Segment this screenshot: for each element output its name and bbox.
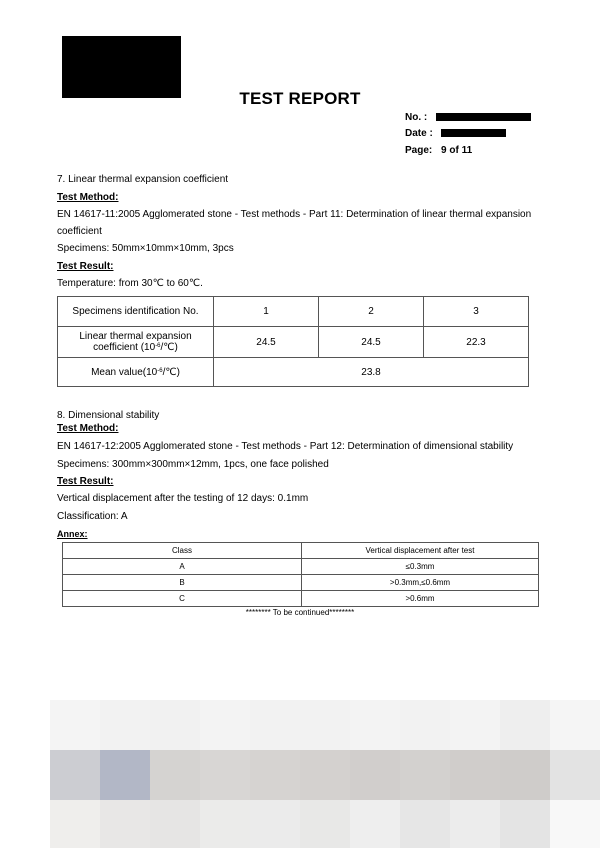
section8-method-line: EN 14617-12:2005 Agglomerated stone - Test methods - Part 12: Determination of dimensional stability (57, 441, 514, 452)
mosaic-cell (250, 700, 300, 750)
table-row (58, 327, 529, 358)
mosaic-cell (550, 750, 600, 800)
mosaic-cell (150, 800, 200, 848)
mean-value-cell: 23.8 (214, 358, 529, 387)
report-date (405, 128, 506, 139)
mosaic-cell (250, 750, 300, 800)
mosaic-cell (500, 750, 550, 800)
mosaic-cell (150, 700, 200, 750)
section7-heading: 7. Linear thermal expansion coefficient (57, 174, 229, 185)
report-date-label: Date : (405, 128, 433, 139)
table-cell: >0.3mm,≤0.6mm (302, 575, 539, 591)
mosaic-cell (50, 700, 100, 750)
page-value: 9 of 11 (441, 145, 473, 156)
redacted-number (436, 113, 531, 121)
table-row (63, 591, 539, 607)
pixelated-stamp-area (50, 700, 600, 848)
table-header-cell: 1 (214, 297, 319, 327)
page-title: TEST REPORT (239, 89, 361, 108)
table-cell: A (63, 559, 302, 575)
section7-method-line1: EN 14617-11:2005 Agglomerated stone - Test methods - Part 11: Determination of linear thermal expansion (57, 209, 532, 220)
table-cell: >0.6mm (302, 591, 539, 607)
table-header-cell: 3 (424, 297, 529, 327)
annex-label: Annex: (57, 529, 88, 539)
table-row (58, 358, 529, 387)
mosaic-cell (350, 800, 400, 848)
mosaic-cell (100, 800, 150, 848)
mosaic-cell (50, 800, 100, 848)
table-cell: C (63, 591, 302, 607)
mosaic-cell (200, 700, 250, 750)
mosaic-cell (200, 800, 250, 848)
section8-result-label: Test Result: (57, 476, 114, 487)
section8-specimens: Specimens: 300mm×300mm×12mm, 1pcs, one face polished (57, 459, 329, 470)
mosaic-cell (450, 800, 500, 848)
annex-header-cell: Class (63, 543, 302, 559)
section7-result-label: Test Result: (57, 261, 114, 272)
table-cell: B (63, 575, 302, 591)
mosaic-cell (450, 750, 500, 800)
section8-result-line: Vertical displacement after the testing of 12 days: 0.1mm (57, 493, 309, 504)
section7-temperature: Temperature: from 30℃ to 60℃. (57, 278, 203, 289)
mosaic-cell (300, 750, 350, 800)
table-header-row (58, 297, 529, 327)
page-label: Page: (405, 145, 433, 156)
section7-method-line2: coefficient (57, 226, 102, 237)
table-row-label: Mean $value(10^{-6}/℃)$ (58, 358, 214, 387)
table-cell: 22.3 (424, 327, 529, 358)
table-header-cell: 2 (319, 297, 424, 327)
mosaic-cell (50, 750, 100, 800)
table-cell: ≤0.3mm (302, 559, 539, 575)
mosaic-cell (400, 800, 450, 848)
mosaic-cell (100, 750, 150, 800)
mosaic-cell (550, 800, 600, 848)
annex-table (62, 542, 539, 607)
report-number-label: No. : (405, 112, 428, 123)
mosaic-cell (200, 750, 250, 800)
section8-heading: 8. Dimensional stability (57, 410, 160, 421)
report-number (405, 112, 531, 123)
annex-header-row (63, 543, 539, 559)
mosaic-cell (500, 700, 550, 750)
section8-classification: Classification: A (57, 511, 128, 522)
table-row-label: Linear thermal expansion coefficient $(10^{-6}/℃)$ (58, 327, 214, 358)
mosaic-cell (400, 700, 450, 750)
mosaic-cell (150, 750, 200, 800)
mosaic-cell (300, 700, 350, 750)
mosaic-cell (350, 750, 400, 800)
mosaic-cell (300, 800, 350, 848)
section8-method-label: Test Method: (57, 423, 119, 434)
table-row (63, 559, 539, 575)
mosaic-cell (400, 750, 450, 800)
mosaic-cell (450, 700, 500, 750)
section7-method-label: Test Method: (57, 192, 119, 203)
table-cell: 24.5 (214, 327, 319, 358)
mosaic-cell (250, 800, 300, 848)
mosaic-cell (500, 800, 550, 848)
table-header-cell: Specimens identification No. (58, 297, 214, 327)
mosaic-cell (100, 700, 150, 750)
section7-specimens: Specimens: 50mm×10mm×10mm, 3pcs (57, 243, 234, 254)
table-row (63, 575, 539, 591)
annex-header-cell: Vertical displacement after test (302, 543, 539, 559)
mosaic-cell (550, 700, 600, 750)
continued-note: ******** To be continued******** (245, 608, 355, 617)
mosaic-cell (350, 700, 400, 750)
page-number (405, 145, 472, 156)
table-cell: 24.5 (319, 327, 424, 358)
redacted-date (441, 129, 506, 137)
thermal-expansion-table (57, 296, 529, 387)
